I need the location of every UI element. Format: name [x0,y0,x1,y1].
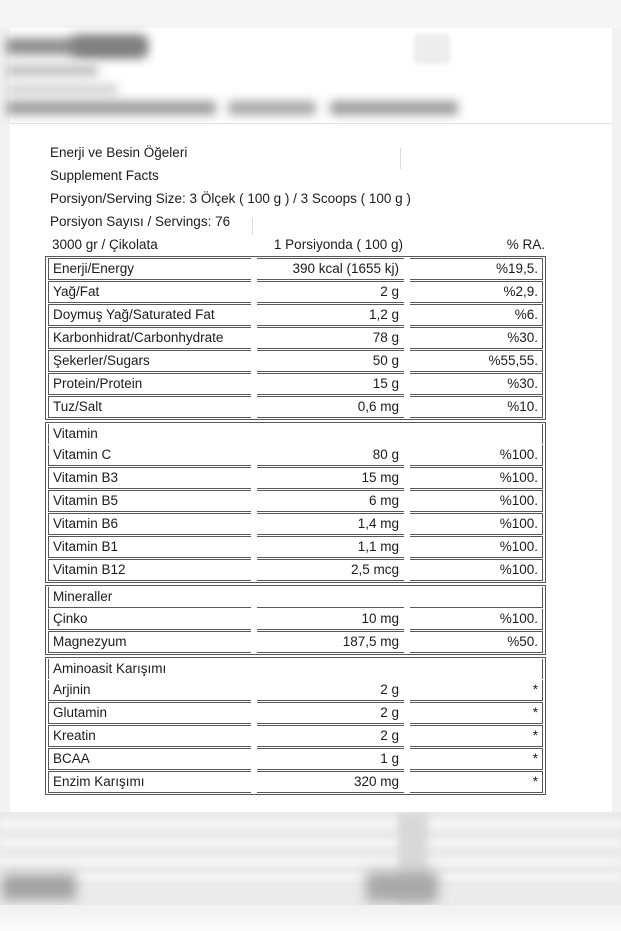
row-label: Vitamin B1 [48,536,251,558]
row-percent: %19,5. [410,258,543,280]
row-amount: 2 g [257,702,404,724]
row-amount: 2 g [257,680,404,701]
row-percent: %10. [410,396,543,418]
redacted-meta-line-blur-2 [228,101,316,115]
footer-stripe [0,874,621,880]
top-strip [0,0,621,28]
row-percent: * [410,725,543,747]
table-row [48,771,543,793]
row-amount: 80 g [257,445,404,466]
row-label: Protein/Protein [48,373,251,395]
card-top-divider [10,123,612,124]
table-section-1 [45,256,546,420]
table-row [48,609,543,630]
row-percent: %100. [410,445,543,466]
row-percent: %6. [410,304,543,326]
row-label: Kreatin [48,725,251,747]
row-label: Arjinin [48,680,251,701]
table-row [48,396,543,418]
table-row [48,513,543,535]
row-percent: %100. [410,490,543,512]
row-label: Vitamin B6 [48,513,251,535]
footer-stripe [0,820,621,828]
bottom-fade [0,905,621,931]
footer-stripe [0,840,621,846]
section-header-empty [257,587,404,608]
row-label: Magnezyum [48,631,251,653]
nutrition-table [45,256,546,795]
servings-count-line: Porsiyon Sayısı / Servings: 76 [50,214,231,229]
table-row [48,559,543,581]
table-row [48,490,543,512]
panel-title-turkish: Enerji ve Besin Öğeleri [50,145,188,160]
row-percent: %100. [410,513,543,535]
row-amount: 50 g [257,350,404,372]
redacted-meta-line-blur-1 [6,101,216,115]
table-row [48,350,543,372]
row-label: Karbonhidrat/Carbonhydrate [48,327,251,349]
section-header-label: Aminoasit Karışımı [48,659,543,679]
table-row [48,304,543,326]
section-header-row [48,659,543,679]
redacted-subtitle2-blur [6,84,118,95]
table-row [48,373,543,395]
table-row [48,467,543,489]
row-percent: %30. [410,327,543,349]
section-header-row [48,424,543,444]
row-label: Çinko [48,609,251,630]
row-amount: 1,1 mg [257,536,404,558]
table-section-2 [45,422,546,583]
row-amount: 78 g [257,327,404,349]
row-amount: 15 mg [257,467,404,489]
row-percent: * [410,748,543,770]
column-header-product: 3000 gr / Çikolata [52,237,158,252]
section-header-empty [410,587,543,608]
row-label: Doymuş Yağ/Saturated Fat [48,304,251,326]
column-header-per-serving: 1 Porsiyonda ( 100 g) [273,237,403,252]
row-label: Vitamin C [48,445,251,466]
section-header-label: Vitamin [48,424,543,444]
row-amount: 10 mg [257,609,404,630]
row-amount: 2 g [257,725,404,747]
redacted-product-title-blur-strong [72,36,146,57]
table-section-4 [45,657,546,795]
row-amount: 2 g [257,281,404,303]
table-row [48,631,543,653]
redacted-bottom-area [0,812,621,905]
table-row [48,445,543,466]
row-percent: %50. [410,631,543,653]
redacted-subtitle-blur [6,64,98,77]
row-amount: 320 mg [257,771,404,793]
table-row [48,702,543,724]
table-column-header [45,233,552,256]
row-label: Enerji/Energy [48,258,251,280]
row-amount: 0,6 mg [257,396,404,418]
row-percent: * [410,702,543,724]
row-amount: 2,5 mcg [257,559,404,581]
panel-title-english: Supplement Facts [50,168,159,183]
table-row [48,536,543,558]
row-label: Şekerler/Sugars [48,350,251,372]
redacted-badge-blur [414,34,450,64]
table-row [48,748,543,770]
row-percent: %100. [410,609,543,630]
row-percent: %2,9. [410,281,543,303]
row-amount: 1 g [257,748,404,770]
table-row [48,680,543,701]
row-label: Yağ/Fat [48,281,251,303]
row-label: Glutamin [48,702,251,724]
column-header-percent-ra: % RA. [506,237,545,252]
row-label: Enzim Karışımı [48,771,251,793]
row-amount: 15 g [257,373,404,395]
row-label: Vitamin B5 [48,490,251,512]
row-percent: %30. [410,373,543,395]
row-percent: * [410,680,543,701]
row-percent: %55,55. [410,350,543,372]
row-percent: %100. [410,559,543,581]
table-row [48,258,543,280]
row-amount: 6 mg [257,490,404,512]
row-percent: %100. [410,536,543,558]
serving-size-line: Porsiyon/Serving Size: 3 Ölçek ( 100 g ) / 3 Scoops ( 100 g ) [50,191,411,206]
table-row [48,725,543,747]
row-percent: %100. [410,467,543,489]
section-header-label: Mineraller [48,587,251,608]
row-amount: 1,4 mg [257,513,404,535]
row-amount: 1,2 g [257,304,404,326]
row-amount: 390 kcal (1655 kj) [257,258,404,280]
row-label: Vitamin B3 [48,467,251,489]
table-row [48,281,543,303]
redacted-footer-blob-left [2,874,76,900]
redacted-footer-blob-center [366,872,438,902]
section-header-row [48,587,543,608]
redacted-meta-line-blur-3 [330,101,458,115]
row-label: Tuz/Salt [48,396,251,418]
row-percent: * [410,771,543,793]
table-row [48,327,543,349]
row-label: Vitamin B12 [48,559,251,581]
table-section-3 [45,585,546,655]
row-amount: 187,5 mg [257,631,404,653]
supplement-facts-panel [45,141,552,795]
row-label: BCAA [48,748,251,770]
footer-stripe [0,858,621,866]
